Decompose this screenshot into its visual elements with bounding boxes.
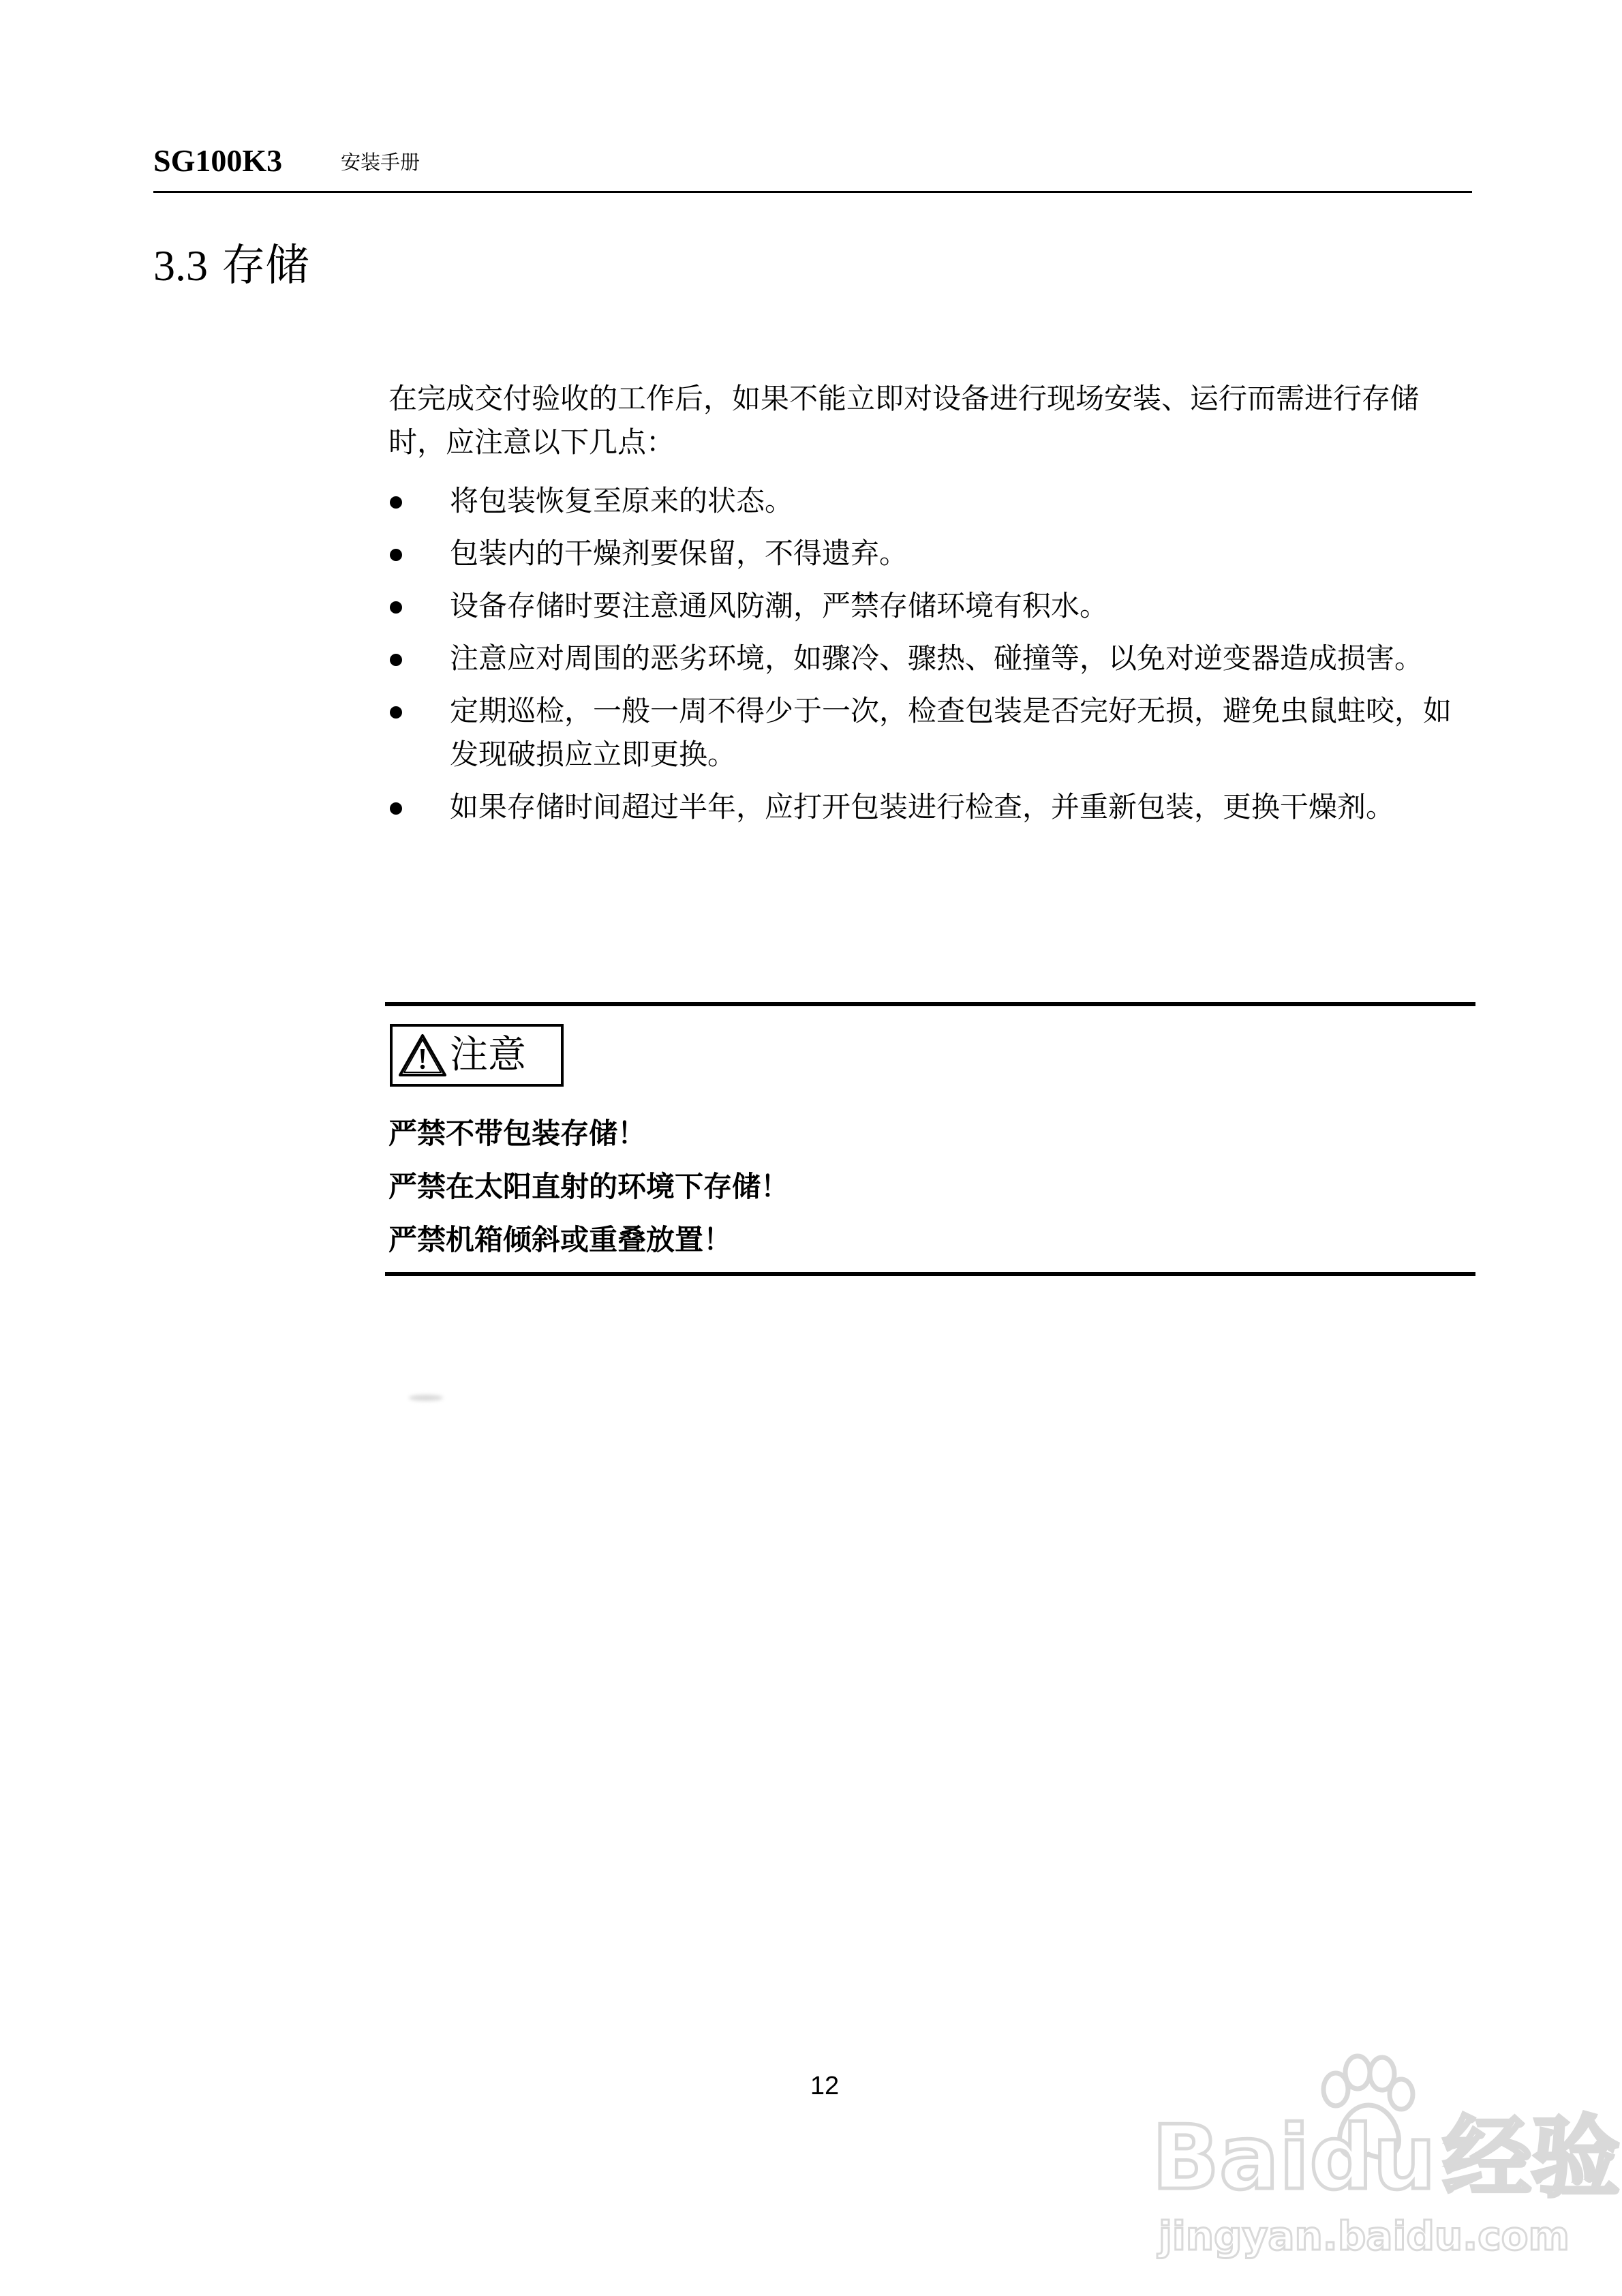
bullet-icon bbox=[390, 496, 402, 509]
list-item bbox=[388, 479, 1475, 523]
bullet-icon bbox=[390, 549, 402, 561]
watermark-brand-latin-2: du bbox=[1309, 2106, 1436, 2209]
list-item bbox=[388, 532, 1475, 575]
watermark-brand bbox=[1152, 2106, 1620, 2209]
bullet-icon bbox=[390, 601, 402, 614]
warning-triangle-icon bbox=[398, 1033, 447, 1078]
product-model: SG100K3 bbox=[153, 143, 283, 178]
list-item-text: 包装内的干燥剂要保留，不得遗弃。 bbox=[450, 537, 908, 570]
list-item-text: 将包装恢复至原来的状态。 bbox=[450, 484, 794, 517]
section-title: 存储 bbox=[221, 241, 309, 291]
document-type: 安装手册 bbox=[341, 151, 420, 174]
bullet-icon bbox=[390, 706, 402, 719]
notice-line: 严禁机箱倾斜或重叠放置！ bbox=[388, 1223, 733, 1256]
list-item-text: 设备存储时要注意通风防潮，严禁存储环境有积水。 bbox=[450, 589, 1109, 622]
list-item bbox=[388, 637, 1475, 680]
list-item bbox=[388, 689, 1475, 776]
notice-lines bbox=[388, 1107, 789, 1267]
notice-label bbox=[390, 1024, 564, 1087]
watermark-brand-cn: 经验 bbox=[1442, 2106, 1620, 2209]
list-item-text: 定期巡检，一般一周不得少于一次，检查包装是否完好无损，避免虫鼠蛀咬，如发现破损应立即更换。 bbox=[450, 694, 1452, 771]
section-number: 3.3 bbox=[153, 241, 208, 290]
intro-paragraph: 在完成交付验收的工作后，如果不能立即对设备进行现场安装、运行而需进行存储时，应注意以下几点： bbox=[388, 382, 1420, 459]
notice-line: 严禁在太阳直射的环境下存储！ bbox=[388, 1170, 790, 1203]
notice-line: 严禁不带包装存储！ bbox=[388, 1117, 647, 1150]
storage-points-list bbox=[388, 479, 1475, 838]
watermark-brand-latin: Bai bbox=[1152, 2106, 1310, 2209]
section-heading bbox=[153, 239, 309, 293]
scan-smudge bbox=[409, 1395, 443, 1401]
list-item-text: 注意应对周围的恶劣环境，如骤冷、骤热、碰撞等，以免对逆变器造成损害。 bbox=[450, 641, 1424, 675]
list-item bbox=[388, 785, 1475, 829]
page-number: 12 bbox=[810, 2072, 840, 2100]
bullet-icon bbox=[390, 654, 402, 666]
list-item bbox=[388, 584, 1475, 628]
notice-box bbox=[385, 1002, 1475, 1276]
bullet-icon bbox=[390, 802, 402, 815]
watermark-url: jingyan.baidu.com bbox=[1159, 2213, 1570, 2259]
baidu-jingyan-watermark bbox=[1152, 2052, 1620, 2270]
list-item-text: 如果存储时间超过半年，应打开包装进行检查，并重新包装，更换干燥剂。 bbox=[450, 790, 1395, 824]
page-header bbox=[153, 136, 1472, 193]
notice-label-text: 注意 bbox=[450, 1033, 526, 1077]
